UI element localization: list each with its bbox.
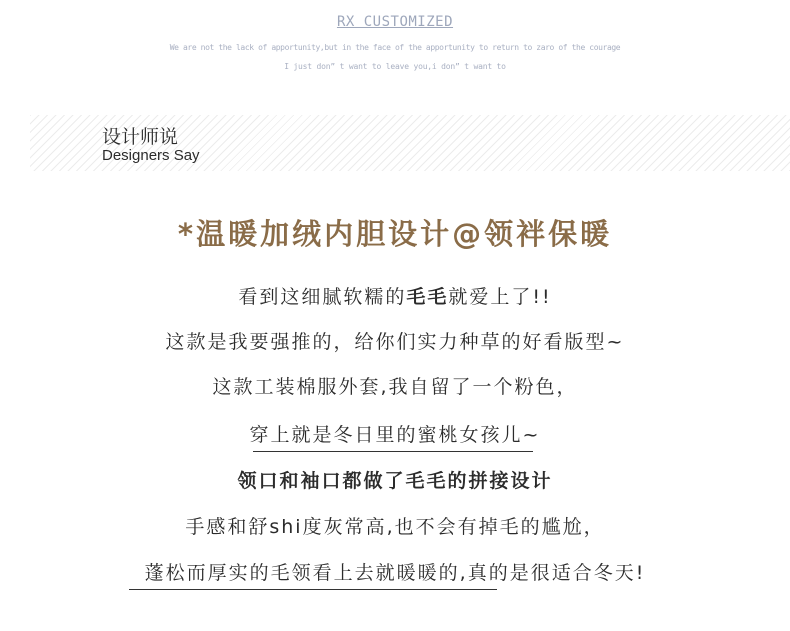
section-title-en: Designers Say <box>102 147 200 164</box>
body-line-4: 穿上就是冬日里的蜜桃女孩儿~ <box>249 424 541 446</box>
body-line-1-pre: 看到这细腻软糯的 <box>238 286 407 308</box>
underline-2 <box>129 589 497 590</box>
brand-tagline-2: I just don” t want to leave you,i don” t want to <box>284 62 506 71</box>
brand-tagline-1: We are not the lack of apportunity,but in the face of the apportunity to return to zaro of the courage <box>169 43 621 52</box>
body-line-2: 这款是我要强推的，给你们实力种草的好看版型~ <box>165 331 625 353</box>
feature-headline: *温暖加绒内胆设计@领袢保暖 <box>177 217 613 251</box>
brand-header <box>0 11 790 30</box>
body-line-7: 蓬松而厚实的毛领看上去就暖暖的,真的是很适合冬天! <box>144 562 646 584</box>
underline-1 <box>253 451 533 452</box>
body-line-6: 手感和舒shi度灰常高,也不会有掉毛的尴尬， <box>185 516 605 538</box>
body-line-5: 领口和袖口都做了毛毛的拼接设计 <box>237 470 553 492</box>
body-line-1 <box>0 282 790 309</box>
body-line-3: 这款工装棉服外套,我自留了一个粉色， <box>212 376 578 398</box>
body-line-1-post: 就爱上了!! <box>448 286 552 308</box>
section-title-cn: 设计师说 <box>102 126 179 148</box>
brand-title: RX CUSTOMIZED <box>336 14 454 30</box>
body-line-1-bold: 毛毛 <box>406 286 449 308</box>
